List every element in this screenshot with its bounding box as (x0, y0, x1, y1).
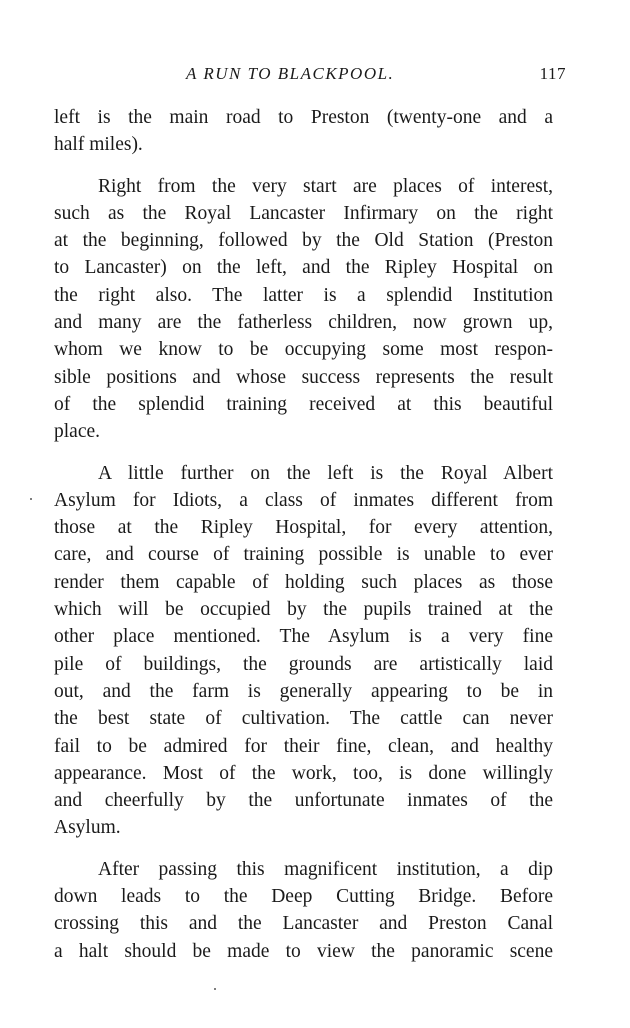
text-line: Asylum. (54, 817, 121, 839)
body-text (54, 104, 553, 965)
text-line: place. (54, 421, 101, 443)
text-line: Right from the very start are places of interest, (98, 175, 553, 197)
text-line: such as the Royal Lancaster Infirmary on the right (54, 202, 553, 224)
text-line: pile of buildings, the grounds are artistically laid (54, 653, 553, 675)
text-line: whom we know to be occupying some most respon- (54, 339, 553, 361)
text-line: the best state of cultivation. The cattle can never (54, 708, 553, 730)
text-line: a halt should be made to view the panoramic scene (54, 940, 553, 962)
text-line: left is the main road to Preston (twenty-one and a (54, 107, 553, 128)
paragraph-cutting-bridge (54, 856, 553, 965)
text-line: to Lancaster) on the left, and the Ripley Hospital on (54, 257, 553, 279)
page-number: 117 (539, 64, 566, 83)
print-speck (30, 498, 32, 500)
text-line: After passing this magnificent institution, a dip (98, 858, 553, 880)
text-line: out, and the farm is generally appearing to be in (54, 680, 553, 702)
text-line: sible positions and whose success represents the result (54, 366, 553, 388)
paragraph-asylum (54, 460, 553, 842)
text-line: fail to be admired for their fine, clean, and healthy (54, 735, 553, 757)
print-speck (214, 988, 216, 990)
text-line: appearance. Most of the work, too, is done willingly (54, 762, 553, 784)
text-line: down leads to the Deep Cutting Bridge. Before (54, 886, 553, 908)
text-line: other place mentioned. The Asylum is a very fine (54, 626, 553, 648)
text-line: crossing this and the Lancaster and Preston Canal (54, 913, 553, 935)
text-line: of the splendid training received at this beautiful (54, 393, 553, 415)
running-head (186, 64, 566, 88)
running-title: A RUN TO BLACKPOOL. (186, 64, 395, 83)
paragraph-continuation (54, 104, 553, 159)
text-line: those at the Ripley Hospital, for every attention, (54, 517, 553, 539)
text-line: render them capable of holding such places as those (54, 571, 553, 593)
paragraph-infirmary (54, 173, 553, 446)
text-line: care, and course of training possible is unable to ever (54, 544, 553, 566)
text-line: half miles). (54, 134, 143, 156)
text-line: and cheerfully by the unfortunate inmates of the (54, 790, 553, 812)
text-line: Asylum for Idiots, a class of inmates different from (54, 489, 553, 511)
text-line: the right also. The latter is a splendid Institution (54, 284, 553, 306)
text-line: at the beginning, followed by the Old Station (Preston (54, 230, 553, 252)
text-line: A little further on the left is the Royal Albert (98, 462, 553, 484)
text-line: which will be occupied by the pupils trained at the (54, 599, 553, 621)
text-line: and many are the fatherless children, now grown up, (54, 312, 553, 334)
